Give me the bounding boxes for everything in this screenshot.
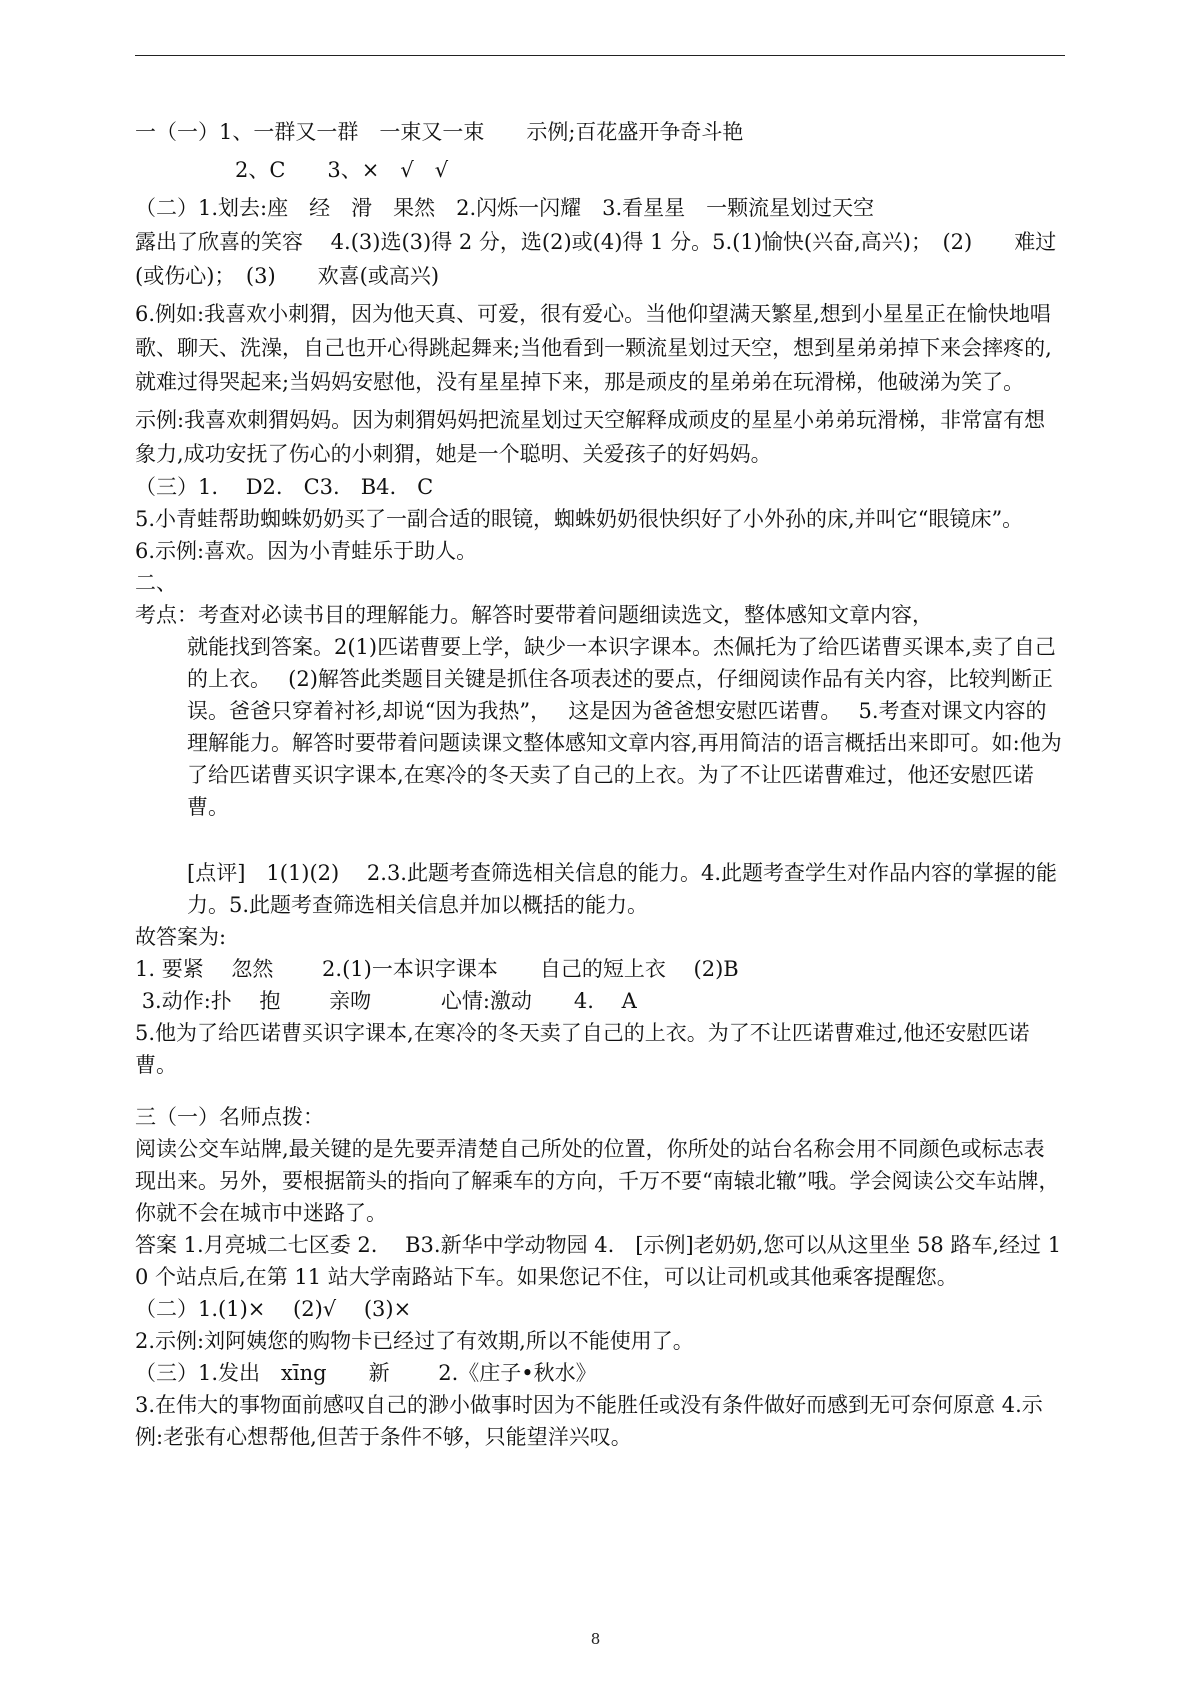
page-number: 8 xyxy=(590,1630,601,1648)
dianping: [点评] 1(1)(2) 2.3.此题考查筛选相关信息的能力。4.此题考查学生对作品内容的掌握的能力。5.此题考查筛选相关信息并加以概括的能力。 xyxy=(187,861,1058,917)
line-2-6: 6.例如:我喜欢小刺猬，因为他天真、可爱，很有爱心。当他仰望满天繁星,想到小星星正在愉快地唱歌、聊天、洗澡，自己也开心得跳起舞来;当他看到一颗流星划过天空，想到星弟弟掉下来会摔疼的,就难过得哭起来;当妈妈安慰他，没有星星掉下来，那是顽皮的星弟弟在玩滑梯，他破涕为笑了。 xyxy=(135,302,1052,394)
line-3-6: 6.示例:喜欢。因为小青蛙乐于助人。 xyxy=(135,539,478,563)
line-3-2-1: （二）1.(1)× (2)√ (3)× xyxy=(135,1297,412,1321)
line-1-2: 2、C 3、× √ √ xyxy=(235,158,449,182)
kaodian-body: 就能找到答案。2(1)匹诺曹要上学，缺少一本识字课本。杰佩托为了给匹诺曹买课本,卖了自己的上衣。 (2)解答此类题目关键是抓住各项表述的要点，仔细阅读作品有关内容，比较判断正误。爸爸只穿着衬衫,却说“因为我热”， 这是因为爸爸想安慰匹诺曹。 5.考查对课文内容的理解能力。解答时要带着问题读课文整体感知文章内容,再用简洁的语言概括出来即可。如:他为了给匹诺曹买识字课本,在寒冷的冬天卖了自己的上衣。为了不让匹诺曹难过，他还安慰匹诺曹。 xyxy=(187,635,1062,819)
line-3-2-2: 2.示例:刘阿姨您的购物卡已经过了有效期,所以不能使用了。 xyxy=(135,1329,694,1353)
line-1-1: 一（一）1、一群又一群 一束又一束 示例;百花盛开争奇斗艳 xyxy=(135,120,744,144)
bus-answer: 答案 1.月亮城二七区委 2. B3.新华中学动物园 4. [示例]老奶奶,您可以从这里坐 58 路车,经过 10 个站点后,在第 11 站大学南路站下车。如果您记不住，可以让司机或其他乘客提醒您。 xyxy=(135,1233,1062,1289)
line-3-3-3: 3.在伟大的事物面前感叹自己的渺小做事时因为不能胜任或没有条件做好而感到无可奈何原意 4.示例:老张有心想帮他,但苦于条件不够，只能望洋兴叹。 xyxy=(135,1393,1043,1449)
answer-line-5: 5.他为了给匹诺曹买识字课本,在寒冷的冬天卖了自己的上衣。为了不让匹诺曹难过,他还安慰匹诺曹。 xyxy=(135,1021,1030,1077)
answer-line-3: 3.动作:扑 抱 亲吻 心情:激动 4. A xyxy=(135,989,637,1013)
bus-tips: 阅读公交车站牌,最关键的是先要弄清楚自己所处的位置，你所处的站台名称会用不同颜色或标志表现出来。另外，要根据箭头的指向了解乘车的方向，千万不要“南辕北辙”哦。学会阅读公交车站牌，你就不会在城市中迷路了。 xyxy=(135,1137,1060,1225)
line-2-example: 示例:我喜欢刺猬妈妈。因为刺猬妈妈把流星划过天空解释成顽皮的星星小弟弟玩滑梯，非常富有想象力,成功安抚了伤心的小刺猬，她是一个聪明、关爱孩子的好妈妈。 xyxy=(135,408,1046,466)
line-3-1: （三）1. D2. C3. B4. C xyxy=(135,475,434,499)
answer-label: 故答案为: xyxy=(135,925,227,949)
header-rule xyxy=(135,55,1065,56)
line-3-5: 5.小青蛙帮助蜘蛛奶奶买了一副合适的眼镜，蜘蛛奶奶很快织好了小外孙的床,并叫它“眼镜床”。 xyxy=(135,507,1024,531)
line-3-3-1: （三）1.发出 xīng 新 2.《庄子•秋水》 xyxy=(135,1361,597,1385)
kaodian-line: 考点：考查对必读书目的理解能力。解答时要带着问题细读选文，整体感知文章内容， xyxy=(135,603,933,627)
line-2-1: （二）1.划去:座 经 滑 果然 2.闪烁一闪耀 3.看星星 一颗流星划过天空 xyxy=(135,196,875,220)
answer-content xyxy=(135,115,1065,1453)
line-2-4: 露出了欣喜的笑容 4.(3)选(3)得 2 分，选(2)或(4)得 1 分。5.(1)愉快(兴奋,高兴)； (2) 难过(或伤心)； (3) 欢喜(或高兴) xyxy=(135,230,1057,288)
section-3-heading: 三（一）名师点拨： xyxy=(135,1105,324,1129)
answer-line-1: 1. 要紧 忽然 2.(1)一本识字课本 自己的短上衣 (2)B xyxy=(135,957,739,981)
section-2-heading: 二、 xyxy=(135,571,177,595)
